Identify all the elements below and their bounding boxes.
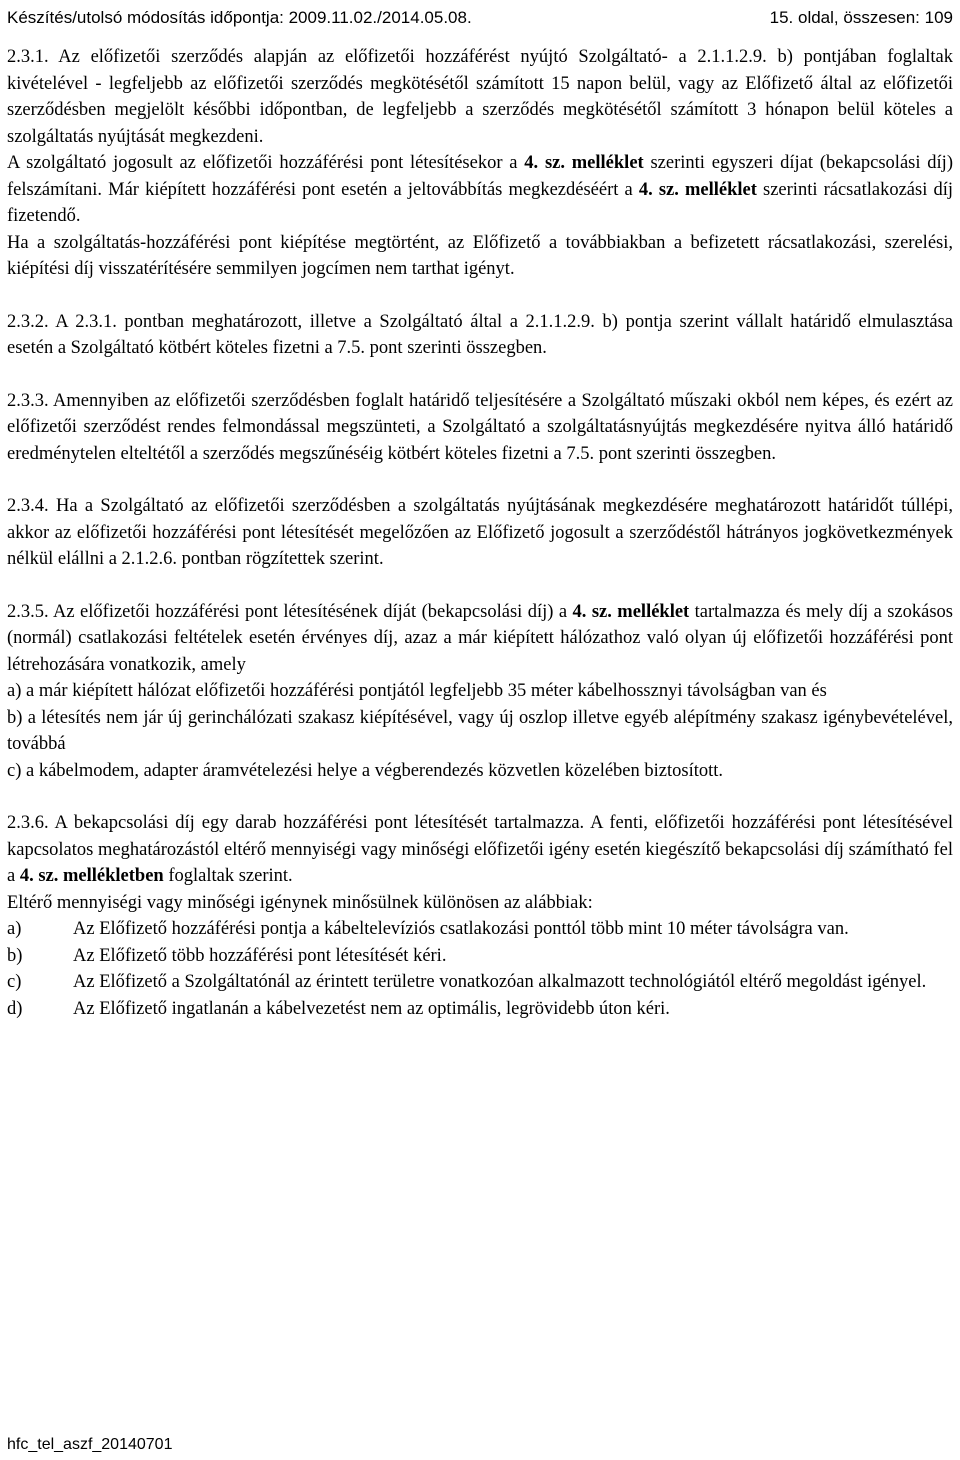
section-2-3-2: 2.3.2. A 2.3.1. pontban meghatározott, illetve a Szolgáltató által a 2.1.1.2.9. b) pontja szerint vállalt határidő elmulasztása esetén a Szolgáltató kötbért köteles fizetni a 7.5. pont szerinti összegben. (7, 311, 953, 358)
examples-list (7, 916, 953, 1022)
section-2-3-3: 2.3.3. Amennyiben az előfizetői szerződésben foglalt határidő teljesítésére a Szolgáltató műszaki okból nem képes, és ezért az előfizetői szerződést rendes felmondással megszünteti, a Szolgáltató a szolgáltatásnyújtás megkezdésére nyitva álló határidő eredménytelen elteltétől a szerződés megszűnéséig kötbért köteles fizetni a 7.5. pont szerinti összegben. (7, 390, 953, 464)
paragraph-no-refund: Ha a szolgáltatás-hozzáférési pont kiépítése megtörtént, az Előfizető a továbbiakban a befizetett rácsatlakozási, szerelési, kiépítési díj visszatérítésére semmilyen jogcímen nem tarthat igényt. (7, 232, 953, 279)
section-2-3-1: 2.3.1. Az előfizetői szerződés alapján az előfizetői hozzáférést nyújtó Szolgáltató- a 2.1.1.2.9. b) pontjában foglaltak kivételével - legfeljebb az előfizetői szerződés megkötésétől számított 15 napon belül, vagy az Előfizető által az előfizetői szerződésben megjelölt későbbi időpontban, de legfeljebb a szerződés megkötésétől számított 3 hónapon belül köteles a szolgáltatás nyújtását megkezdeni. (7, 47, 953, 147)
paragraph-examples-intro: Eltérő mennyiségi vagy minőségi igénynek minősülnek különösen az alábbiak: (7, 892, 593, 913)
page-footer: hfc_tel_aszf_20140701 (7, 1436, 173, 1453)
section-2-3-5-item-a: a) a már kiépített hálózat előfizetői hozzáférési pontjától legfeljebb 35 méter kábelhossznyi távolságban van és (7, 681, 827, 701)
list-item: d) Az Előfizető ingatlanán a kábelvezetést nem az optimális, legrövidebb úton kéri. (7, 998, 670, 1019)
section-2-3-4: 2.3.4. Ha a Szolgáltató az előfizetői szerződésben a szolgáltatás nyújtásának megkezdésére meghatározott határidőt túllépi, akkor az előfizetői hozzáférési pont létesítését megelőzően az Előfizető jogosult a szerződéstől hátrányos jogkövetkezmények nélkül elállni a 2.1.2.6. pontban rögzítettek szerint. (7, 496, 953, 569)
document-body (7, 44, 953, 1022)
section-2-3-6: 2.3.6. A bekapcsolási díj egy darab hozzáférési pont létesítését tartalmazza. A fenti, előfizetői hozzáférési pont létesítésével kapcsolatos meghatározástól eltérő mennyiségi vagy minőségi előfizetői igény esetén kiegészítő bekapcsolási díj számítható fel a 4. sz. mellékletben foglaltak szerint. (7, 813, 953, 886)
list-item: a) Az Előfizető hozzáférési pontja a kábeltelevíziós csatlakozási ponttól több mint 10 méter távolságra van. (7, 919, 849, 939)
section-2-3-5-item-b: b) a létesítés nem jár új gerinchálózati szakasz kiépítésével, vagy új oszlop illetve egyéb alépítmény szakasz igénybevételével, továbbá (7, 707, 953, 754)
section-2-3-5: 2.3.5. Az előfizetői hozzáférési pont létesítésének díját (bekapcsolási díj) a 4. sz. melléklet tartalmazza és mely díj a szokásos (normál) csatlakozási feltételek esetén érvényes díj, azaz a már kiépített hálózathoz való olyan új előfizetői hozzáférési pont létrehozására vonatkozik, amely (7, 601, 953, 675)
section-2-3-5-item-c: c) a kábelmodem, adapter áramvételezési helye a végberendezés közvetlen közelében biztosított. (7, 760, 724, 781)
paragraph-connection-fee: A szolgáltató jogosult az előfizetői hozzáférési pont létesítésekor a 4. sz. melléklet szerinti egyszeri díjat (bekapcsolási díj) felszámítani. Már kiépített hozzáférési pont esetén a jeltovábbítás megkezdéséért a 4. sz. melléklet szerinti rácsatlakozási díj fizetendő. (7, 153, 953, 226)
page-header (7, 8, 953, 32)
header-page-count: 15. oldal, összesen: 109 (769, 8, 953, 27)
list-item: c) Az Előfizető a Szolgáltatónál az érintett területre vonatkozóan alkalmazott technológiától eltérő megoldást igényel. (7, 972, 927, 992)
list-item: b) Az Előfizető több hozzáférési pont létesítését kéri. (7, 945, 447, 966)
header-date: Készítés/utolsó módosítás időpontja: 2009.11.02./2014.05.08. (7, 8, 472, 27)
